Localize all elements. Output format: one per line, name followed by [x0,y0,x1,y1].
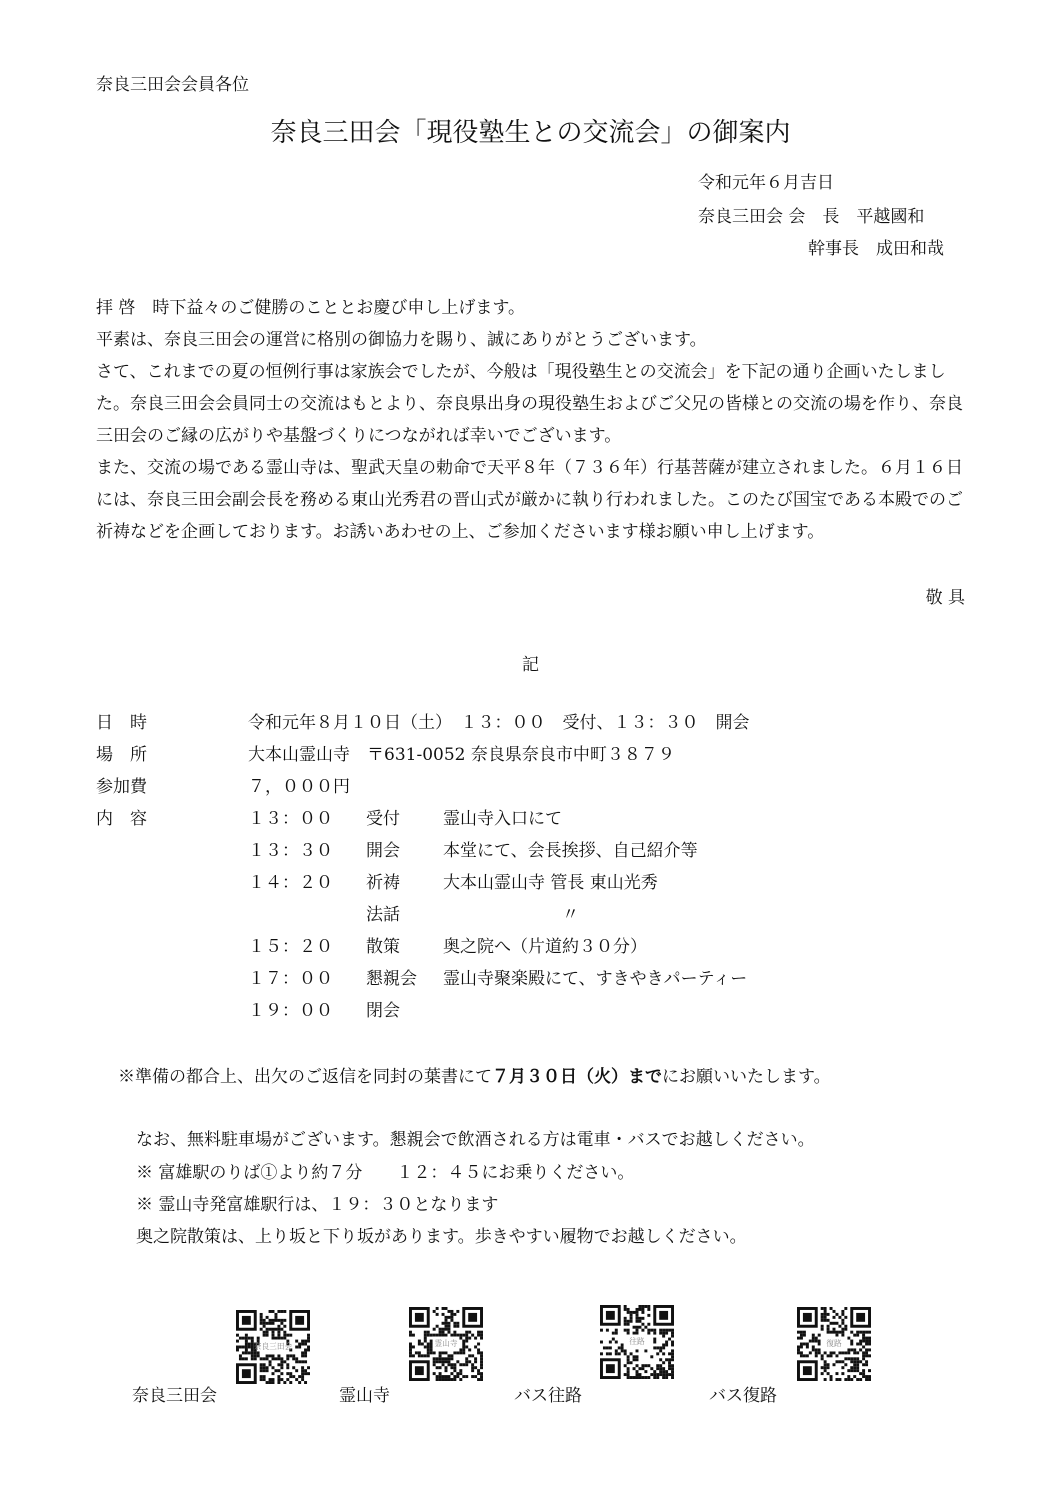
svg-text:復路: 復路 [826,1339,842,1349]
ki-heading: 記 [522,655,539,675]
rsvp-notice-post: にお願いいたします。 [662,1067,831,1087]
qr-code-icon [600,1305,674,1379]
schedule-time: １４：２０ [248,873,333,893]
rsvp-notice-pre: ※準備の都合上、出欠のご返信を同封の葉書にて [118,1067,492,1087]
footwear-note: 奥之院散策は、上り坂と下り坂があります。歩きやすい履物でお越しください。 [136,1227,747,1247]
schedule-event: 開会 [366,841,400,861]
issue-date: 令和元年６月吉日 [698,173,834,193]
schedule-event: 法話 [366,905,400,925]
qr-code-ryosenji[interactable] [409,1307,483,1381]
parking-note: なお、無料駐車場がございます。懇親会で飲酒される方は電車・バスでお越しください。 [136,1130,815,1150]
schedule-detail: 大本山霊山寺 管長 東山光秀 [443,873,658,893]
sender-president: 奈良三田会 会 長 平越國和 [698,207,925,227]
qr-label-bus-return: バス復路 [709,1386,777,1406]
addressee: 奈良三田会会員各位 [96,75,249,95]
schedule-detail: 奥之院へ（片道約３０分） [443,937,647,957]
svg-text:往路: 往路 [629,1337,645,1347]
datetime-value: 令和元年８月１０日（土） １３：００ 受付、１３：３０ 開会 [248,713,750,733]
qr-code-icon [797,1307,871,1381]
schedule-detail-ditto: 〃 [562,905,579,925]
svg-text:奈良三田会: 奈良三田会 [253,1342,293,1352]
purpose-text: さて、これまでの夏の恒例行事は家族会でしたが、今般は「現役塾生との交流会」を下記の通り企画いたしました。奈良三田会会員同士の交流はもとより、奈良県出身の現役塾生およびご父兄の皆様との交流の場を作り、奈良三田会のご縁の広がりや基盤づくりにつながれば幸いでございます。 [96,362,963,446]
rsvp-notice [118,1062,831,1087]
schedule-time: １３：３０ [248,841,333,861]
bus-return-note: ※ 霊山寺発富雄駅行は、１９：３０となります [136,1195,499,1215]
schedule-event: 散策 [366,937,400,957]
qr-label-nara-mita: 奈良三田会 [132,1386,217,1406]
document-title: 奈良三田会「現役塾生との交流会」の御案内 [270,118,791,148]
sender-secretary: 幹事長 成田和哉 [808,239,944,259]
greeting-text: 拝 啓 時下益々のご健勝のこととお慶び申し上げます。 [96,298,526,318]
thanks-text: 平素は、奈良三田会の運営に格別の御協力を賜り、誠にありがとうございます。 [96,330,707,350]
qr-code-nara-mita[interactable] [236,1310,310,1384]
svg-text:霊山寺: 霊山寺 [434,1339,458,1349]
schedule-event: 祈祷 [366,873,400,893]
qr-label-ryosenji: 霊山寺 [339,1386,390,1406]
datetime-label: 日 時 [96,713,147,733]
qr-code-icon [236,1310,310,1384]
qr-code-bus-return[interactable] [797,1307,871,1381]
greeting-paragraph [96,292,966,324]
qr-code-bus-outbound[interactable] [600,1305,674,1379]
schedule-detail: 霊山寺聚楽殿にて、すきやきパーティー [443,969,748,989]
schedule-time: １５：２０ [248,937,333,957]
schedule-detail: 本堂にて、会長挨拶、自己紹介等 [443,841,698,861]
temple-paragraph [96,452,966,548]
temple-text: また、交流の場である霊山寺は、聖武天皇の勅命で天平８年（７３６年）行基菩薩が建立されました。６月１６日には、奈良三田会副会長を務める東山光秀君の晋山式が厳かに執り行われました。このたび国宝である本殿でのご祈祷などを企画しております。お誘いあわせの上、ご参加くださいます様お願い申し上げます。 [96,458,963,542]
place-value: 大本山霊山寺 〒631-0052 奈良県奈良市中町３８７９ [248,745,675,765]
bus-outbound-note: ※ 富雄駅のりば①より約７分 １２：４５にお乗りください。 [136,1163,635,1183]
content-label: 内 容 [96,809,147,829]
schedule-time: １３：００ [248,809,333,829]
schedule-time: １９：００ [248,1001,333,1021]
rsvp-deadline: ７月３０日（火）まで [492,1067,662,1087]
schedule-event: 閉会 [366,1001,400,1021]
purpose-paragraph [96,356,966,452]
fee-value: ７，０００円 [248,777,350,797]
schedule-event: 懇親会 [366,969,417,989]
place-label: 場 所 [96,745,147,765]
fee-label: 参加費 [96,777,147,797]
schedule-detail: 霊山寺入口にて [443,809,562,829]
qr-code-icon [409,1307,483,1381]
schedule-event: 受付 [366,809,400,829]
closing-phrase: 敬 具 [925,588,965,608]
qr-label-bus-outbound: バス往路 [514,1386,582,1406]
schedule-time: １７：００ [248,969,333,989]
thanks-paragraph [96,324,966,356]
